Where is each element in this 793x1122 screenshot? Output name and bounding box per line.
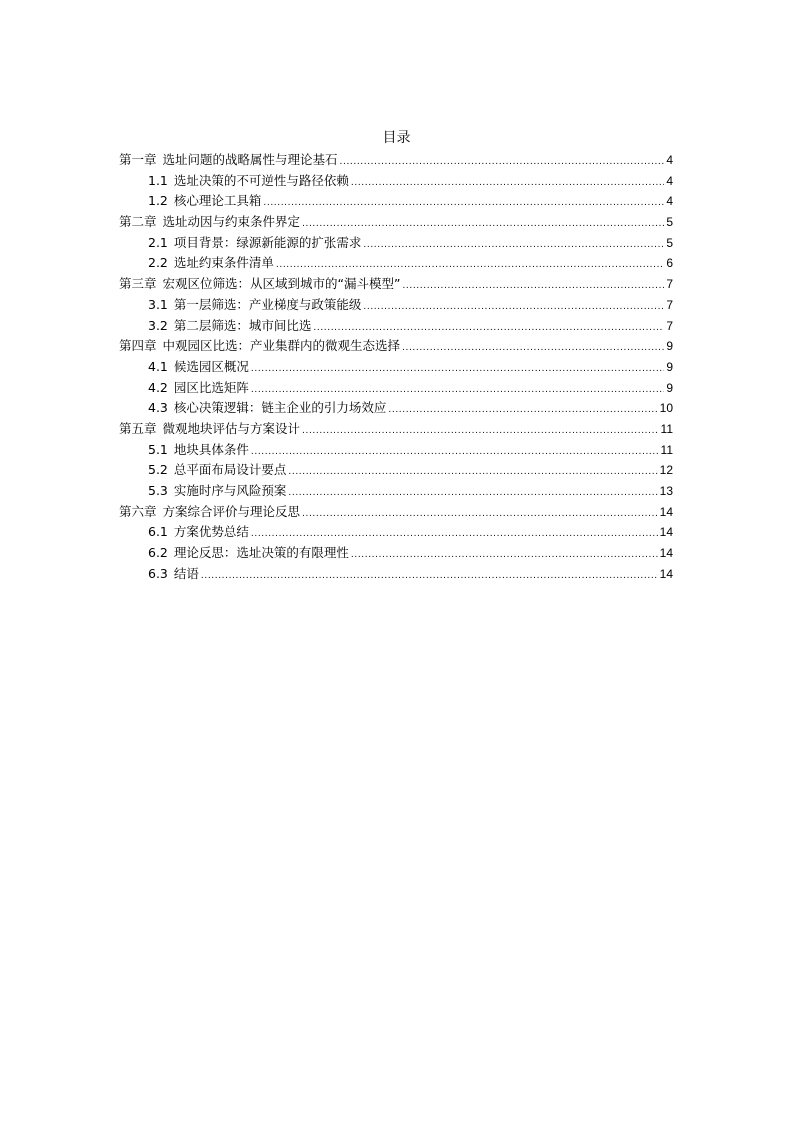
toc-section-entry[interactable] bbox=[119, 564, 673, 585]
toc-entry-label bbox=[148, 295, 361, 316]
toc-dot-leader bbox=[302, 214, 664, 235]
toc-entry-title: 方案优势总结 bbox=[173, 524, 249, 540]
toc-entry-label bbox=[148, 191, 261, 212]
toc-entry-title: 项目背景：绿源新能源的扩张需求 bbox=[173, 234, 362, 250]
toc-page-number: 14 bbox=[659, 504, 673, 519]
toc-entry-label bbox=[148, 378, 249, 399]
toc-entry-label bbox=[148, 357, 249, 378]
toc-section-entry[interactable] bbox=[119, 460, 673, 481]
toc-dot-leader bbox=[388, 400, 657, 421]
toc-dot-leader bbox=[351, 545, 658, 566]
toc-dot-leader bbox=[201, 566, 658, 587]
toc-page-number: 4 bbox=[666, 153, 673, 167]
toc-dot-leader bbox=[402, 338, 664, 359]
toc-section-entry[interactable] bbox=[119, 316, 673, 337]
toc-dot-leader bbox=[302, 421, 659, 442]
toc-entry-number: 4.2 bbox=[148, 379, 168, 395]
toc-entry-title: 选址约束条件清单 bbox=[173, 255, 274, 271]
toc-section-entry[interactable] bbox=[119, 481, 673, 502]
toc-page-number: 13 bbox=[659, 484, 673, 498]
toc-dot-leader bbox=[313, 318, 664, 339]
toc-entry-number: 5.1 bbox=[148, 441, 168, 457]
toc-entry-number: 4.3 bbox=[148, 400, 168, 416]
toc-dot-leader bbox=[302, 504, 658, 525]
toc-page-number: 14 bbox=[659, 566, 673, 581]
toc-dot-leader bbox=[340, 152, 665, 173]
toc-entry-title: 选址动因与约束条件界定 bbox=[162, 214, 301, 230]
toc-entry-label bbox=[148, 543, 349, 564]
toc-page-number: 11 bbox=[660, 442, 673, 457]
toc-entry-number: 5.2 bbox=[148, 462, 168, 478]
toc-page-number: 12 bbox=[659, 463, 673, 478]
toc-entry-number: 第六章 bbox=[119, 503, 157, 519]
toc-entry-label bbox=[148, 171, 349, 192]
toc-page-number: 11 bbox=[660, 421, 673, 436]
toc-dot-leader bbox=[263, 193, 664, 214]
toc-entry-title: 核心理论工具箱 bbox=[173, 193, 262, 209]
toc-page-number: 14 bbox=[659, 546, 673, 561]
toc-entry-number: 1.2 bbox=[148, 193, 168, 209]
toc-entry-title: 核心决策逻辑：链主企业的引力场效应 bbox=[173, 400, 387, 416]
toc-entry-title: 方案综合评价与理论反思 bbox=[162, 503, 301, 519]
toc-entry-label bbox=[119, 502, 300, 523]
toc-entry-label bbox=[148, 564, 199, 585]
toc-entry-title: 第二层筛选：城市间比选 bbox=[173, 317, 312, 333]
toc-dot-leader bbox=[351, 173, 664, 194]
table-of-contents bbox=[119, 150, 673, 584]
toc-entry-number: 4.1 bbox=[148, 358, 168, 374]
toc-dot-leader bbox=[288, 483, 657, 504]
toc-page-number: 10 bbox=[659, 401, 673, 416]
toc-page-number: 4 bbox=[666, 194, 673, 209]
toc-entry-label bbox=[148, 522, 249, 543]
toc-entry-label bbox=[119, 419, 300, 440]
toc-entry-number: 6.2 bbox=[148, 545, 168, 561]
toc-entry-number: 1.1 bbox=[148, 172, 168, 188]
toc-entry-number: 2.1 bbox=[148, 234, 168, 250]
toc-entry-label bbox=[148, 398, 386, 419]
toc-dot-leader bbox=[251, 359, 664, 380]
toc-entry-title: 宏观区位筛选：从区域到城市的“漏斗模型” bbox=[162, 276, 401, 292]
toc-entry-title: 选址问题的战略属性与理论基石 bbox=[162, 152, 338, 167]
toc-chapter-entry[interactable] bbox=[119, 274, 673, 295]
toc-dot-leader bbox=[402, 276, 664, 297]
toc-entry-label bbox=[148, 233, 361, 254]
toc-section-entry[interactable] bbox=[119, 191, 673, 212]
toc-entry-title: 理论反思：选址决策的有限理性 bbox=[173, 545, 349, 561]
toc-title: 目录 bbox=[382, 130, 411, 146]
toc-chapter-entry[interactable] bbox=[119, 419, 673, 440]
toc-entry-title: 实施时序与风险预案 bbox=[173, 483, 287, 498]
toc-dot-leader bbox=[251, 442, 659, 463]
toc-dot-leader bbox=[251, 380, 664, 401]
toc-entry-number: 3.2 bbox=[148, 317, 168, 333]
toc-chapter-entry[interactable] bbox=[119, 336, 673, 357]
toc-section-entry[interactable] bbox=[119, 253, 673, 274]
toc-section-entry[interactable] bbox=[119, 378, 673, 399]
toc-page-number: 9 bbox=[666, 339, 673, 354]
toc-chapter-entry[interactable] bbox=[119, 212, 673, 233]
toc-entry-label bbox=[148, 253, 274, 274]
toc-entry-number: 第一章 bbox=[119, 152, 157, 167]
toc-entry-title: 中观园区比选：产业集群内的微观生态选择 bbox=[162, 338, 401, 354]
toc-chapter-entry[interactable] bbox=[119, 150, 673, 171]
toc-page-number: 9 bbox=[666, 359, 673, 374]
toc-entry-title: 第一层筛选：产业梯度与政策能级 bbox=[173, 296, 362, 312]
toc-dot-leader bbox=[276, 255, 664, 276]
toc-page-number: 7 bbox=[666, 277, 673, 292]
toc-entry-label bbox=[148, 440, 249, 461]
toc-entry-label bbox=[119, 150, 338, 171]
toc-section-entry[interactable] bbox=[119, 398, 673, 419]
toc-page-number: 7 bbox=[666, 297, 673, 312]
toc-entry-title: 结语 bbox=[173, 565, 199, 581]
toc-entry-title: 微观地块评估与方案设计 bbox=[162, 420, 301, 436]
toc-entry-label bbox=[119, 336, 400, 357]
toc-section-entry[interactable] bbox=[119, 357, 673, 378]
toc-entry-number: 第三章 bbox=[119, 276, 157, 292]
toc-dot-leader bbox=[251, 524, 658, 545]
toc-section-entry[interactable] bbox=[119, 440, 673, 461]
toc-page-number: 5 bbox=[666, 215, 673, 230]
toc-entry-title: 选址决策的不可逆性与路径依赖 bbox=[173, 172, 349, 188]
toc-entry-title: 候选园区概况 bbox=[173, 358, 249, 374]
toc-section-entry[interactable] bbox=[119, 171, 673, 192]
toc-entry-label bbox=[119, 212, 300, 233]
toc-entry-number: 6.1 bbox=[148, 524, 168, 540]
toc-section-entry[interactable] bbox=[119, 543, 673, 564]
toc-entry-title: 地块具体条件 bbox=[173, 441, 249, 457]
toc-entry-number: 3.1 bbox=[148, 296, 168, 312]
toc-entry-label bbox=[148, 316, 311, 337]
toc-page-number: 9 bbox=[666, 380, 673, 395]
toc-entry-label bbox=[119, 274, 400, 295]
toc-entry-number: 第四章 bbox=[119, 338, 157, 354]
toc-entry-number: 5.3 bbox=[148, 483, 168, 498]
toc-entry-label bbox=[148, 460, 286, 481]
toc-dot-leader bbox=[363, 297, 664, 318]
toc-page-number: 4 bbox=[666, 173, 673, 188]
toc-page-number: 14 bbox=[659, 525, 673, 540]
toc-chapter-entry[interactable] bbox=[119, 502, 673, 523]
toc-section-entry[interactable] bbox=[119, 233, 673, 254]
toc-dot-leader bbox=[363, 235, 664, 256]
toc-entry-title: 总平面布局设计要点 bbox=[173, 462, 287, 478]
toc-entry-number: 6.3 bbox=[148, 565, 168, 581]
toc-page-number: 6 bbox=[666, 256, 673, 271]
toc-section-entry[interactable] bbox=[119, 295, 673, 316]
toc-entry-title: 园区比选矩阵 bbox=[173, 379, 249, 395]
toc-entry-number: 2.2 bbox=[148, 255, 168, 271]
toc-page-number: 7 bbox=[666, 318, 673, 333]
toc-entry-number: 第二章 bbox=[119, 214, 157, 230]
toc-entry-number: 第五章 bbox=[119, 420, 157, 436]
toc-page-number: 5 bbox=[666, 235, 673, 250]
toc-dot-leader bbox=[288, 462, 657, 483]
toc-entry-label bbox=[148, 481, 286, 502]
toc-section-entry[interactable] bbox=[119, 522, 673, 543]
